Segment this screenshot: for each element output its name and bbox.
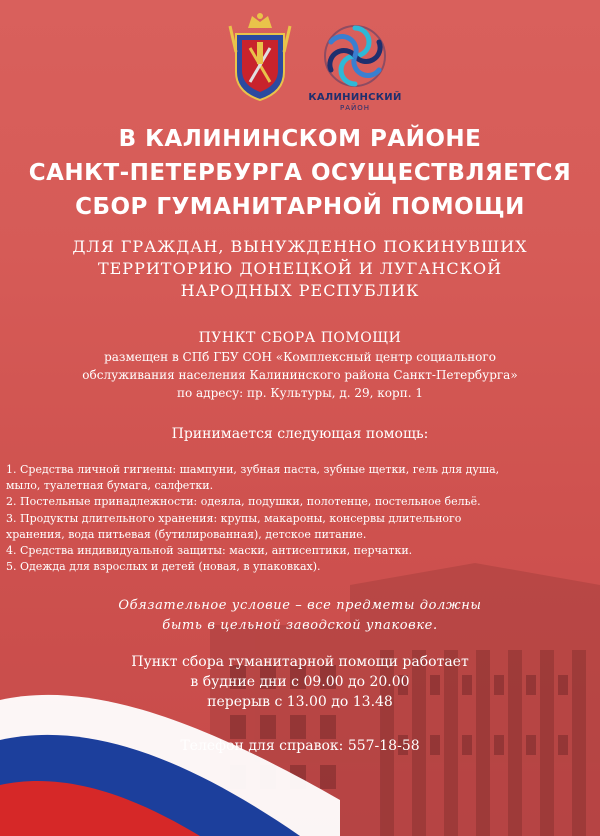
collection-point-line-1: размещен в СПб ГБУ СОН «Комплексный центр социального: [104, 350, 496, 364]
list-item: 4. Средства индивидуальной защиты: маски, антисептики, перчатки.: [6, 544, 413, 558]
collection-point-block: [0, 328, 600, 402]
list-item: 2. Постельные принадлежности: одеяла, подушки, полотенце, постельное бельё.: [6, 495, 481, 509]
list-item: 1. Средства личной гигиены: шампуни, зубная паста, зубные щетки, гель для душа,: [6, 463, 500, 476]
hours-line-1: Пункт сбора гуманитарной помощи работает: [131, 654, 469, 670]
collection-point-line-2: обслуживания населения Калининского района Санкт-Петербурга»: [82, 368, 518, 382]
items-list: [6, 462, 600, 575]
title-line-1: В КАЛИНИНСКОМ РАЙОНЕ: [118, 126, 482, 152]
subtitle-line-3: НАРОДНЫХ РЕСПУБЛИК: [180, 281, 420, 300]
title-line-2: САНКТ-ПЕТЕРБУРГА ОСУЩЕСТВЛЯЕТСЯ: [28, 160, 572, 186]
list-item: мыло, туалетная бумага, салфетки.: [6, 479, 214, 493]
hours-line-3: перерыв с 13.00 до 13.48: [207, 694, 393, 710]
subtitle: [0, 236, 600, 302]
list-item: 3. Продукты длительного хранения: крупы, макароны, консервы длительного: [6, 511, 462, 525]
list-item: хранения, вода питьевая (бутилированная), детское питание.: [6, 527, 367, 541]
logos-row: [0, 12, 600, 112]
condition-line-2: быть в цельной заводской упаковке.: [162, 618, 438, 633]
accepted-heading: Принимается следующая помощь:: [171, 426, 429, 442]
list-item: 5. Одежда для взрослых и детей (новая, в упаковках).: [6, 560, 321, 574]
collection-point-address: по адресу: пр. Культуры, д. 29, корп. 1: [177, 386, 423, 400]
hours-line-2: в будние дни с 09.00 до 20.00: [190, 674, 410, 690]
working-hours: [0, 652, 600, 712]
district-subname: РАЙОН: [339, 104, 371, 112]
phone-info: Телефон для справок: 557-18-58: [180, 738, 420, 754]
subtitle-line-2: ТЕРРИТОРИЮ ДОНЕЦКОЙ И ЛУГАНСКОЙ: [97, 259, 503, 278]
title-line-3: СБОР ГУМАНИТАРНОЙ ПОМОЩИ: [75, 194, 525, 220]
spb-coat-of-arms-icon: [222, 12, 298, 102]
collection-point-heading: ПУНКТ СБОРА ПОМОЩИ: [198, 330, 402, 346]
packaging-condition: [0, 596, 600, 636]
main-title: [0, 122, 600, 224]
district-name: КАЛИНИНСКИЙ: [308, 92, 402, 103]
condition-line-1: Обязательное условие – все предметы должны: [118, 598, 482, 613]
subtitle-line-1: ДЛЯ ГРАЖДАН, ВЫНУЖДЕННО ПОКИНУВШИХ: [72, 237, 528, 256]
